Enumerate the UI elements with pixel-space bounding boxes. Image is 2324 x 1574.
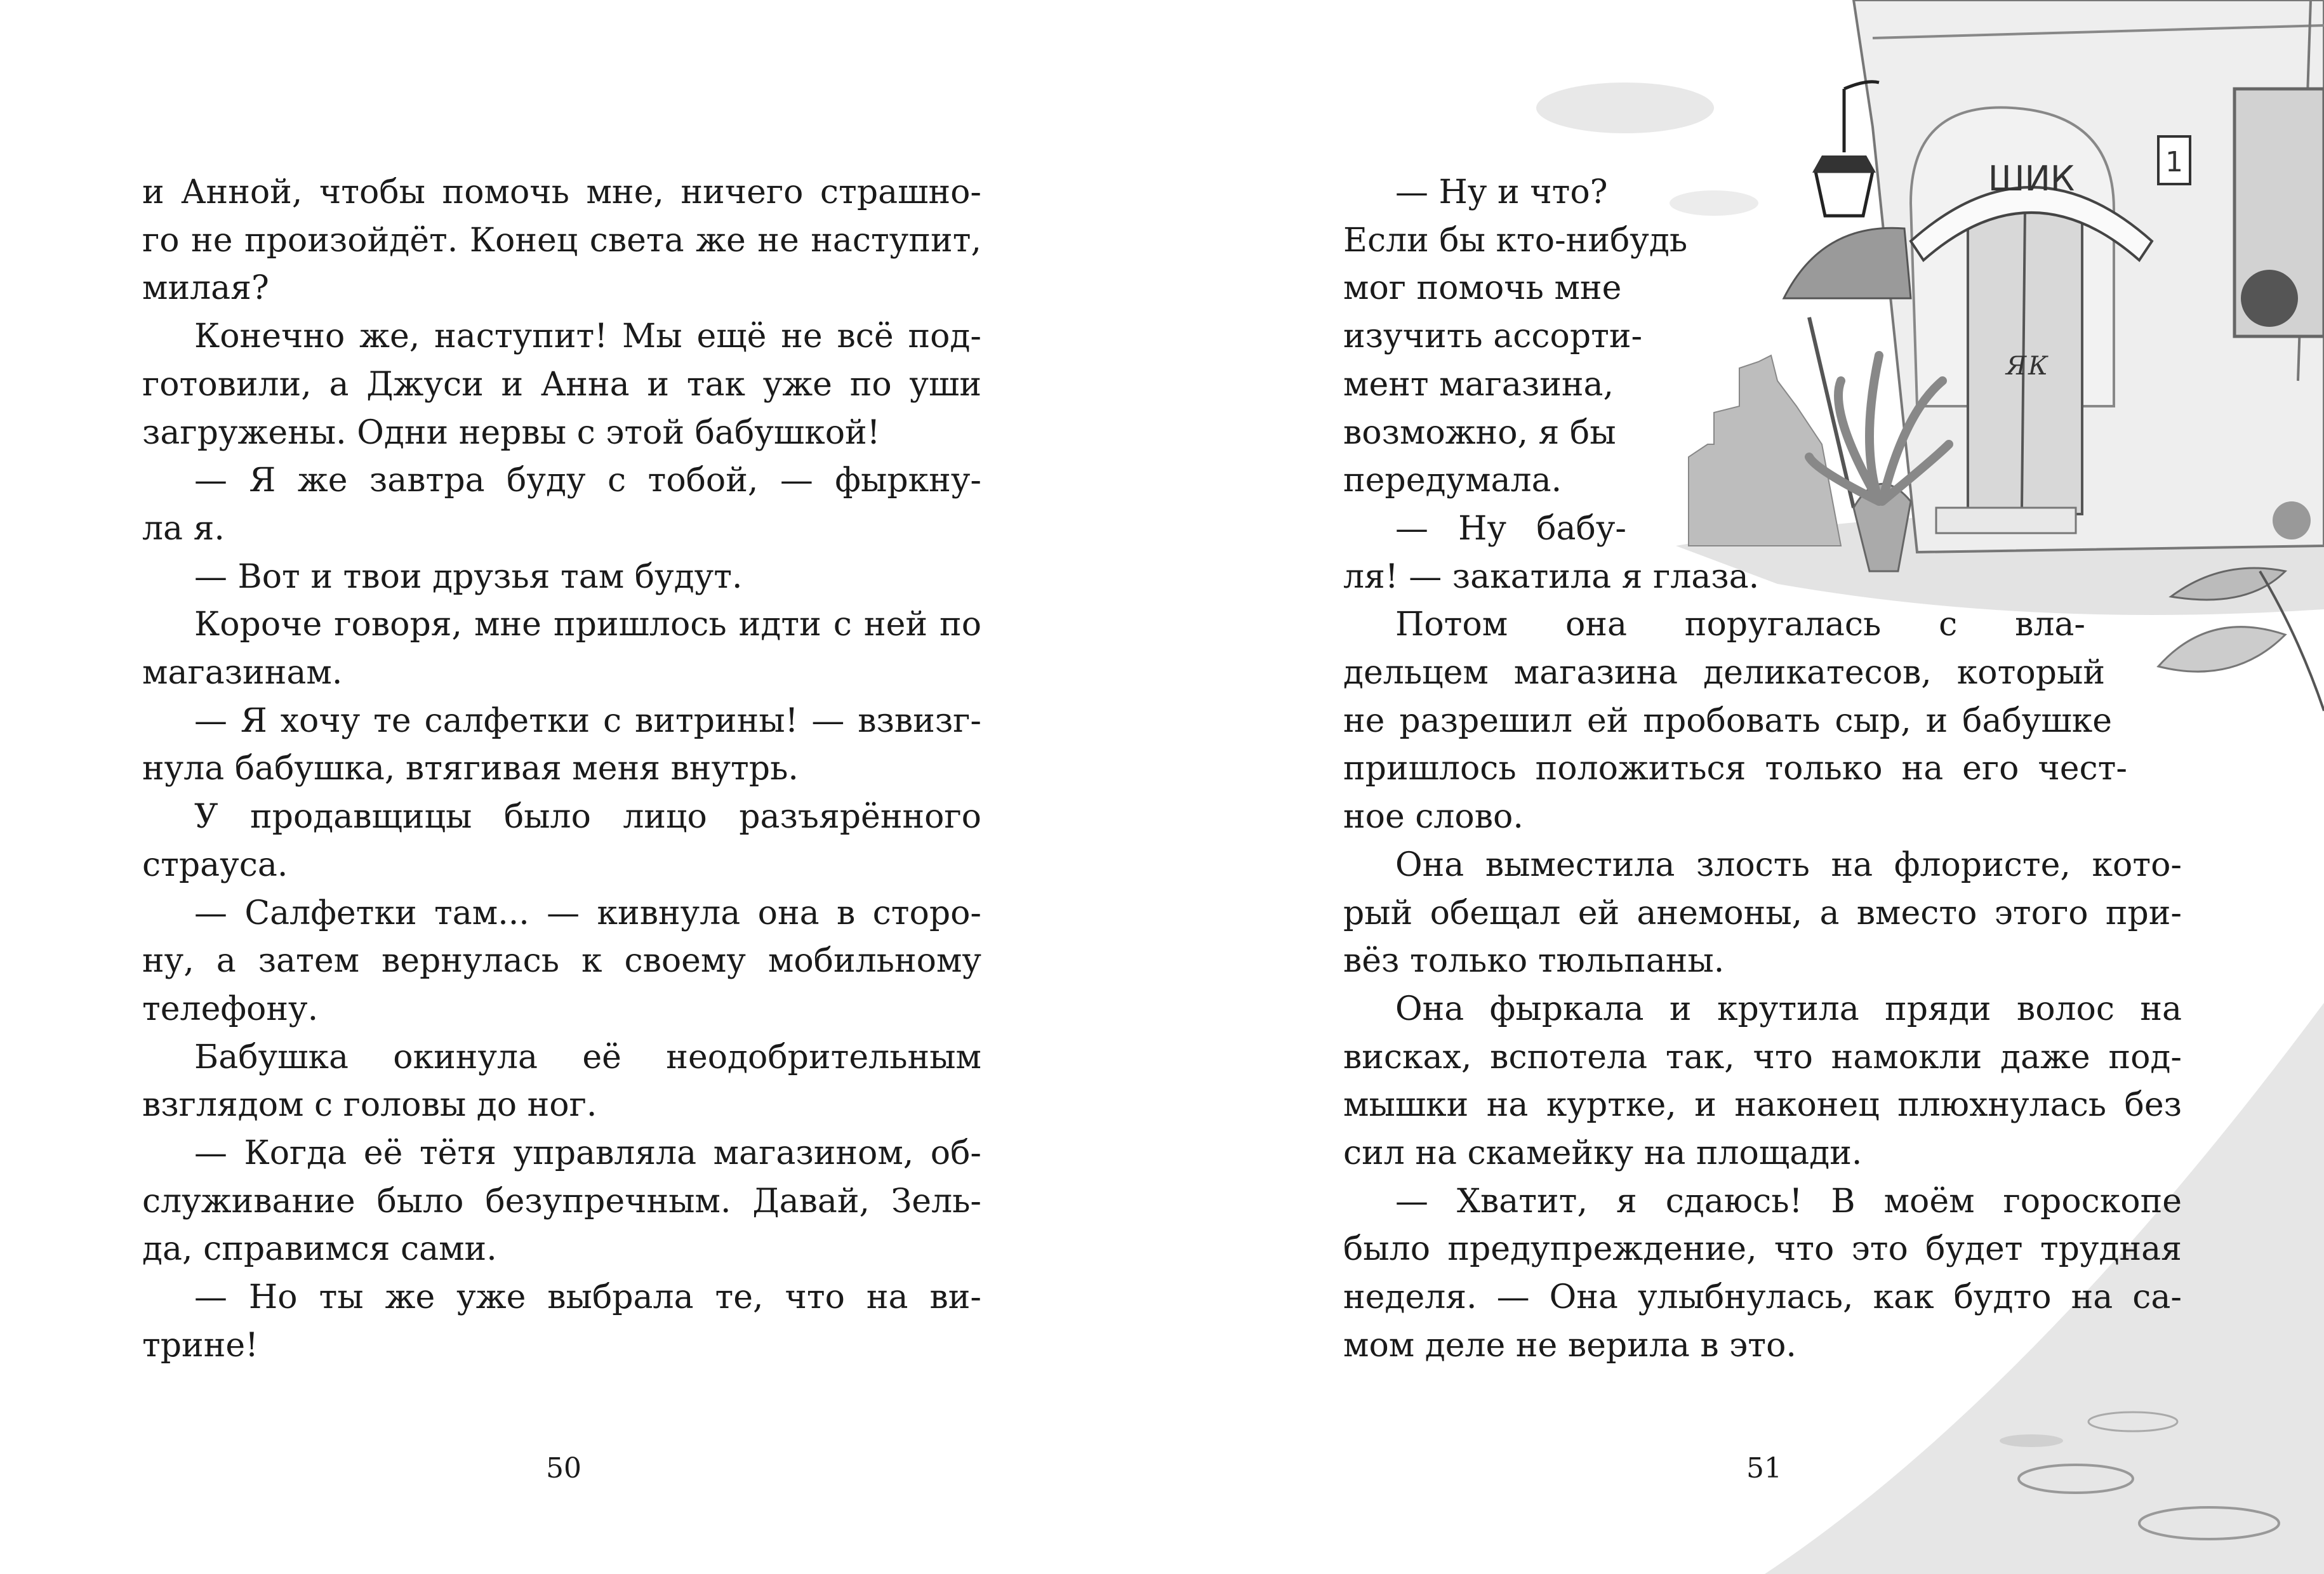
text-line: ля! — закатила я глаза. xyxy=(1343,557,1760,596)
text-line: загружены. Одни нервы с этой бабушкой! xyxy=(142,413,880,452)
text-line: неделя. — Она улыбнулась, как будто на са- xyxy=(1343,1278,2182,1317)
text-line: и Анной, чтобы помочь мне, ничего страшно- xyxy=(142,173,981,211)
text-line: возможно, я бы xyxy=(1343,413,1616,452)
text-line: мент магазина, xyxy=(1343,365,1614,404)
text-line: висках, вспотела так, что намокли даже под- xyxy=(1343,1038,2182,1076)
svg-text:К: К xyxy=(2028,352,2048,381)
text-line: Если бы кто-нибудь xyxy=(1343,221,1688,260)
text-line: Потом она поругалась с вла- xyxy=(1395,605,2085,644)
page-number: 51 xyxy=(1746,1452,1782,1485)
text-line: служивание было безупречным. Давай, Зель- xyxy=(142,1182,981,1220)
text-line: милая? xyxy=(142,269,269,308)
text-line: ное слово. xyxy=(1343,798,1524,837)
text-line: пришлось положиться только на его чест- xyxy=(1343,750,2127,788)
text-line: Бабушка окинула её неодобрительным xyxy=(194,1038,981,1076)
right-page xyxy=(1162,0,2324,1574)
house-number: 1 xyxy=(2165,146,2183,178)
text-line: Короче говоря, мне пришлось идти с ней по xyxy=(194,605,981,644)
text-line: было предупреждение, что это будет трудная xyxy=(1343,1230,2182,1269)
text-line: — Ну и что? xyxy=(1395,173,1608,211)
text-line: ну, а затем вернулась к своему мобильному xyxy=(142,942,981,981)
text-line: изучить ассорти- xyxy=(1343,317,1643,356)
text-line: страуса. xyxy=(142,845,288,884)
text-line: дельцем магазина деликатесов, который xyxy=(1343,654,2105,692)
text-line: Она фыркала и крутила пряди волос на xyxy=(1395,989,2182,1028)
text-line: взглядом с головы до ног. xyxy=(142,1086,597,1125)
text-line: — Я же завтра буду с тобой, — фыркну- xyxy=(194,461,981,500)
svg-text:Я: Я xyxy=(2006,352,2027,381)
text-line: — Когда её тётя управляла магазином, об- xyxy=(194,1134,981,1172)
text-line: — Но ты же уже выбрала те, что на ви- xyxy=(194,1278,981,1317)
text-line: — Ну бабу- xyxy=(1395,509,1626,548)
text-line: мом деле не верила в это. xyxy=(1343,1326,1796,1365)
text-line: мышки на куртке, и наконец плюхнулась без xyxy=(1343,1086,2182,1125)
text-line: не разрешил ей пробовать сыр, и бабушке xyxy=(1343,701,2112,740)
text-line: магазинам. xyxy=(142,654,343,692)
text-line: Она выместила злость на флористе, кото- xyxy=(1395,845,2182,884)
text-line: передумала. xyxy=(1343,461,1562,500)
text-line: го не произойдёт. Конец света же не наступит, xyxy=(142,221,981,260)
text-line: — Салфетки там... — кивнула она в сторо- xyxy=(194,894,981,932)
text-line: мог помочь мне xyxy=(1343,269,1622,308)
text-line: да, справимся сами. xyxy=(142,1230,497,1269)
text-line: рый обещал ей анемоны, а вместо этого при- xyxy=(1343,894,2182,932)
text-line: нула бабушка, втягивая меня внутрь. xyxy=(142,750,799,788)
text-line: — Вот и твои друзья там будут. xyxy=(194,557,743,596)
page-number: 50 xyxy=(546,1452,581,1485)
text-line: сил на скамейку на площади. xyxy=(1343,1134,1863,1172)
text-line: У продавщицы было лицо разъярённого xyxy=(194,798,981,837)
text-line: Конечно же, наступит! Мы ещё не всё под- xyxy=(194,317,981,356)
text-line: ла я. xyxy=(142,509,225,548)
text-line: телефону. xyxy=(142,989,319,1028)
text-line: вёз только тюльпаны. xyxy=(1343,942,1725,981)
text-line: готовили, а Джуси и Анна и так уже по уши xyxy=(142,365,981,404)
shop-sign-text: ШИК xyxy=(1988,159,2075,199)
text-line: — Хватит, я сдаюсь! В моём гороскопе xyxy=(1395,1182,2182,1220)
text-line: — Я хочу те салфетки с витрины! — взвизг- xyxy=(194,701,981,740)
text-line: трине! xyxy=(142,1326,259,1365)
